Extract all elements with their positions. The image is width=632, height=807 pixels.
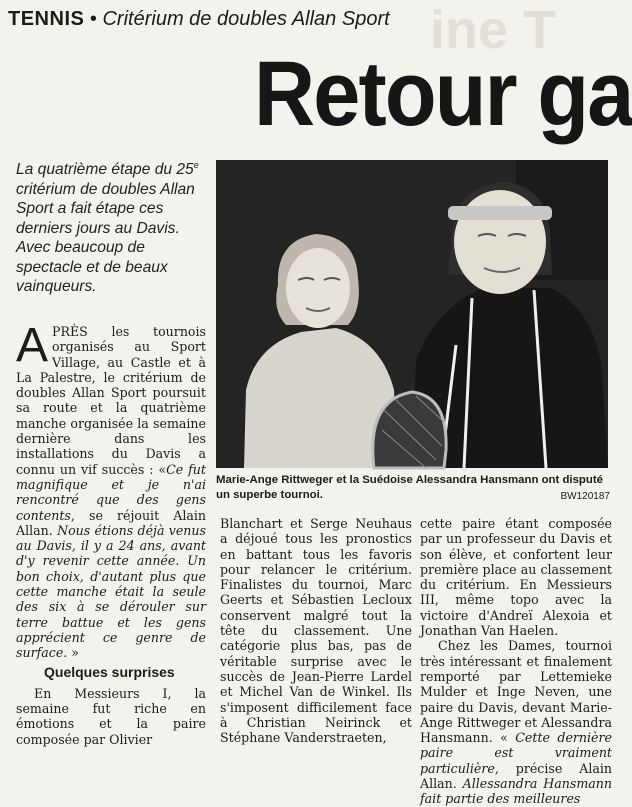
quote-1: Ce fut magnifique et je n'ai rencontré que des gens contents	[16, 461, 206, 523]
subheading: Quelques surprises	[44, 663, 175, 680]
article-column-2	[220, 516, 412, 750]
paragraph-intro	[16, 319, 206, 661]
paragraph-dames	[420, 638, 612, 806]
paragraph-messieurs-cont: Blanchart et Serge Neuhaus a déjoué tous les pronostics en battant tous les favoris pour relancer le critérium. Finalistes du tournoi, Marc Geerts et Sébastien Lecloux conservent malgré tout la tête du classement. Une catégorie plus bas, pas de véritable surprise avec le succès de Jean-Pierre Lardel et Michel Van de Winkel. Ils s'imposent difficilement face à Christian Neirinck et Stéphane Vanderstraeten,	[220, 516, 412, 746]
photo-illustration	[216, 160, 608, 468]
drop-cap: A	[16, 319, 49, 372]
rubric-subtitle: Critérium de doubles Allan Sport	[102, 8, 390, 30]
headline: Retour ga	[254, 43, 632, 145]
article-column-3	[420, 516, 612, 807]
dames-text: Chez les Dames, tournoi très intéressant et finalement remporté par Lettemieke Mulder et Inge Neven, une paire du Davis, devant Marie-Ange Rittweger et Alessandra Hansmann. «	[420, 638, 612, 746]
paragraph-messieurs: En Messieurs I, la semaine fut riche en émotions et la paire composée par Olivier	[16, 685, 206, 747]
quote-close: »	[71, 645, 80, 661]
section-label: TENNIS	[8, 8, 85, 30]
photo-caption: Marie-Ange Rittweger et la Suédoise Alessandra Hansmann ont disputé un superbe tournoi.	[216, 474, 603, 501]
article-column-1	[16, 319, 206, 750]
lead-paragraph	[16, 160, 206, 310]
dames-attribution: , précise Alain Allan.	[420, 760, 612, 792]
quote-2: Nous étions déjà venus au Davis, il y a 24 ans, avant d'y revenir cette année. Un bon choix, d'autant plus que cette manche était la seule des six à se dérouler sur terre battue et les gens apprécient ce genre de surface.	[16, 522, 206, 661]
lead-text-end: critérium de doubles Allan Sport a fait étape ces derniers jours au Davis. Avec beaucoup de spectacle et de beaux vainqueurs.	[16, 180, 195, 295]
photo-credit: BW120187	[560, 491, 610, 502]
headband	[448, 206, 552, 220]
lead-superscript: e	[193, 159, 199, 170]
woman-left-face	[286, 248, 350, 328]
lead-text-start: La quatrième étape du 25	[16, 161, 194, 178]
intro-text: PRÈS les tournois organisés au Sport Village, au Castle et à La Palestre, le critérium de doubles Allan Sport poursuit sa route et la quatrième manche organisée la semaine dernière dans les installations du Davis a connu un vif succès : «	[16, 324, 206, 477]
intro-attribution: , se réjouit Alain Allan.	[16, 507, 206, 538]
section-rubric	[8, 6, 428, 32]
quote-4: Allessandra Hansmann fait partie des meilleures	[420, 776, 612, 807]
show-through-text: ine T	[430, 0, 557, 60]
woman-right-face	[454, 190, 546, 294]
article-photo	[216, 160, 608, 468]
quote-3: Cette dernière paire est vraiment particulière	[420, 730, 612, 776]
rubric-bullet: •	[89, 8, 97, 30]
paragraph-messieurs-end: cette paire étant composée par un professeur du Davis et son élève, et confortent leur première place au classement du critérium. En Messieurs III, même topo avec la victoire d'Andreï Alexoia et Jonathan Van Haelen.	[420, 516, 612, 639]
